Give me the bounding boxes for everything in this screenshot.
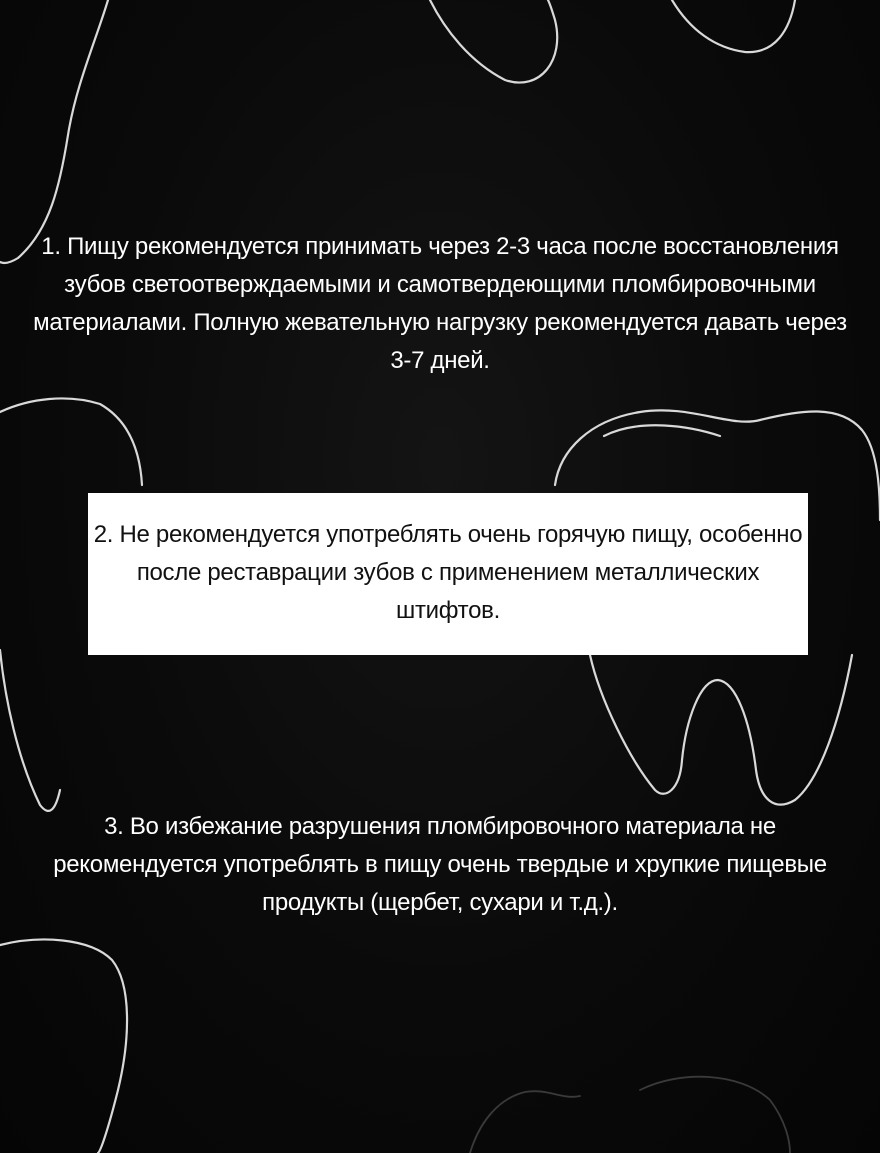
recommendation-1: 1. Пищу рекомендуется принимать через 2-3 часа после восстановления зубов светоотверждаемыми и самотвердеющими пломбировочными материалами. Полную жевательную нагрузку рекомендуется давать через 3-7 дней.	[33, 233, 847, 374]
tooth-outline-icon	[0, 940, 127, 1153]
tooth-outline-icon	[470, 1091, 580, 1153]
tooth-outline-icon	[0, 650, 60, 811]
tooth-outline-icon	[672, 0, 795, 52]
tooth-outline-icon	[604, 425, 720, 436]
highlight-box	[88, 493, 808, 655]
tooth-outline-icon	[590, 655, 852, 805]
tooth-outline-icon	[430, 0, 557, 83]
recommendation-3: 3. Во избежание разрушения пломбировочного материала не рекомендуется употреблять в пищу очень твердые и хрупкие пищевые продукты (щербет, сухари и т.д.).	[53, 813, 827, 916]
recommendation-2: 2. Не рекомендуется употреблять очень горячую пищу, особенно после реставрации зубов с применением металлических штифтов.	[93, 521, 803, 624]
tooth-outline-icon	[0, 398, 142, 485]
tooth-outline-icon	[0, 0, 108, 263]
tooth-outline-icon	[640, 1077, 790, 1153]
